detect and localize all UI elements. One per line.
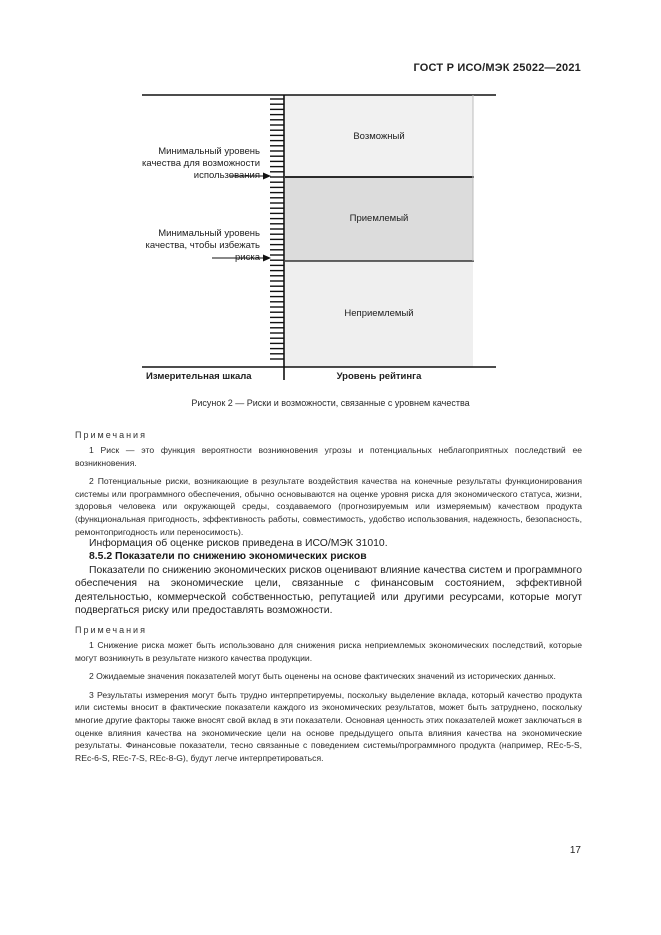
section-title: 8.5.2 Показатели по снижению экономических рисков xyxy=(89,551,367,563)
zone-unacceptable-label: Неприемлемый xyxy=(344,308,414,319)
arrow-upper-head xyxy=(263,173,271,180)
section-paragraph: Показатели по снижению экономических рисков оценивают влияние качества систем и программного обеспечения на экономические цели, связанные с финансовым состоянием, эффективной деятельностью, коммерческой собственностью, репутацией или другими ресурсами, которые могут подвергаться риску или предоставлять возможности. xyxy=(75,564,582,617)
label-min-usability: Минимальный уровень качества для возможности использования xyxy=(142,146,260,181)
scale-ticks xyxy=(270,99,284,359)
note-item: 2 Потенциальные риски, возникающие в результате воздействия качества на конечные результаты функционирования системы или программного обеспечения, обычно основываются на оценке уровня риска для экономического статуса, жизни, здоровья человека или окружающей среды, создаваемого (прогнозируемым или измеряемым) качеством продукта (функциональная пригодность, эффективность работы, совместимость, удобство использования, надежность, безопасность, ремонтопригодность или переносимость). xyxy=(75,476,582,537)
notes-block-1 xyxy=(75,430,582,544)
note-item: 3 Результаты измерения могут быть трудно интерпретируемы, поскольку выделение вклада, который качество продукта или системы вносит в фактические показатели каждого из экономических результатов, может быть затруднено, поскольку многие другие факторы также вносят свой вклад в эти показатели. Основная ценность этих показателей может заключаться в оценке влияния качества на экономические цели на основе предыдущего опыта влияния качества на экономические результаты. Финансовые показатели, тесно связанные с поведением системы/программного продукта (например, REc-5-S, REc-6-S, REc-7-S, REc-8-G), будут легче интерпретироваться. xyxy=(75,689,582,763)
figure-diagram xyxy=(0,0,661,420)
note-item: 1 Снижение риска может быть использовано для снижения риска неприемлемых экономических последствий, которые могут возникнуть в результате низкого качества продукции. xyxy=(75,640,582,663)
zone-acceptable-label: Приемлемый xyxy=(349,213,409,224)
page-number: 17 xyxy=(569,845,581,856)
notes-heading: Примечания xyxy=(75,625,147,635)
note-item: 2 Ожидаемые значения показателей могут быть оценены на основе фактических значений из исторических данных. xyxy=(89,671,556,682)
zone-possible-label: Возможный xyxy=(353,131,405,142)
document-header: ГОСТ Р ИСО/МЭК 25022—2021 xyxy=(413,62,581,74)
label-min-risk: Минимальный уровень качества, чтобы избежать риска xyxy=(145,228,260,263)
figure-caption: Рисунок 2 — Риски и возможности, связанные с уровнем качества xyxy=(191,398,470,408)
quality-risk-figure xyxy=(0,0,661,420)
body-block xyxy=(75,537,582,617)
notes-heading: Примечания xyxy=(75,430,147,440)
arrow-lower-head xyxy=(263,255,271,262)
note-item: 1 Риск — это функция вероятности возникновения угрозы и потенциальных неблагоприятных последствий ее возникновения. xyxy=(75,445,582,468)
axis-label-scale: Измерительная шкала xyxy=(146,371,252,382)
notes-block-2 xyxy=(75,625,582,770)
info-line: Информация об оценке рисков приведена в ИСО/МЭК 31010. xyxy=(89,538,388,549)
axis-label-rating: Уровень рейтинга xyxy=(336,371,422,382)
